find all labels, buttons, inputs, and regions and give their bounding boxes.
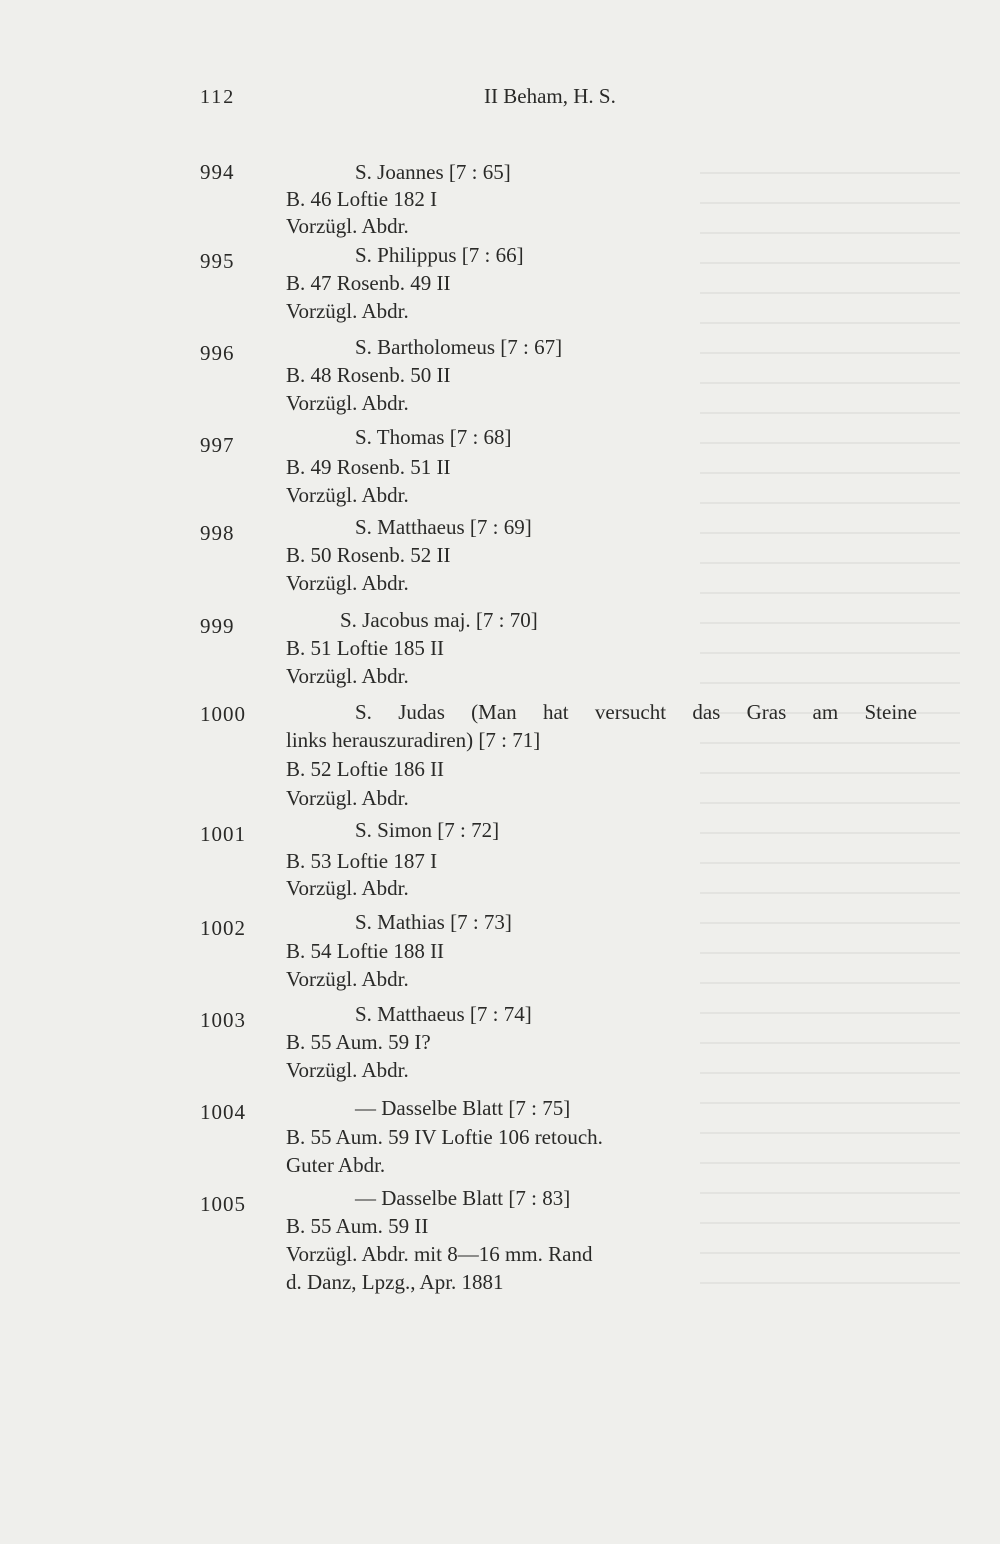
entry-number: 996 <box>200 341 235 365</box>
entry-number: 1000 <box>200 702 246 726</box>
entry-reference: B. 47 Rosenb. 49 II <box>286 271 451 295</box>
entry-reference: B. 48 Rosenb. 50 II <box>286 363 451 387</box>
entry-number: 1005 <box>200 1192 246 1216</box>
entry-reference: B. 53 Loftie 187 I <box>286 849 438 873</box>
entry-condition: Guter Abdr. <box>286 1153 386 1177</box>
entry-number: 1004 <box>200 1100 246 1124</box>
entry-title: S. Joannes [7 : 65] <box>355 160 511 184</box>
entry-reference: B. 50 Rosenb. 52 II <box>286 543 451 567</box>
entry-title: S. Judas (Man hat versucht das Gras am Steine <box>355 700 917 724</box>
entry-condition: Vorzügl. Abdr. <box>286 664 409 688</box>
entry-reference: B. 52 Loftie 186 II <box>286 757 445 781</box>
entry-title: S. Bartholomeus [7 : 67] <box>355 335 563 359</box>
entry-title: S. Philippus [7 : 66] <box>355 243 524 267</box>
entry-condition: Vorzügl. Abdr. <box>286 214 409 238</box>
entry-title: S. Simon [7 : 72] <box>355 818 500 842</box>
entry-provenance: d. Danz, Lpzg., Apr. 1881 <box>286 1270 504 1294</box>
entry-condition: Vorzügl. Abdr. <box>286 967 409 991</box>
entry-reference: B. 55 Aum. 59 II <box>286 1214 429 1238</box>
entry-number: 997 <box>200 433 235 457</box>
entry-number: 995 <box>200 249 235 273</box>
entry-condition: Vorzügl. Abdr. <box>286 1058 409 1082</box>
entry-title-continued: links herauszuradiren) [7 : 71] <box>286 728 541 752</box>
entry-title: S. Matthaeus [7 : 69] <box>355 515 532 539</box>
entry-title: S. Jacobus maj. [7 : 70] <box>340 608 538 632</box>
page-number: 112 <box>200 86 236 108</box>
entry-condition: Vorzügl. Abdr. <box>286 391 409 415</box>
entry-condition: Vorzügl. Abdr. mit 8—16 mm. Rand <box>286 1242 593 1266</box>
entry-title: — Dasselbe Blatt [7 : 75] <box>355 1096 571 1120</box>
entry-reference: B. 55 Aum. 59 IV Loftie 106 retouch. <box>286 1125 603 1149</box>
entry-number: 1001 <box>200 822 246 846</box>
entry-number: 999 <box>200 614 235 638</box>
entry-number: 994 <box>200 160 235 184</box>
entry-number: 1003 <box>200 1008 246 1032</box>
entry-number: 1002 <box>200 916 246 940</box>
entry-reference: B. 54 Loftie 188 II <box>286 939 445 963</box>
entry-title: S. Thomas [7 : 68] <box>355 425 512 449</box>
entry-reference: B. 49 Rosenb. 51 II <box>286 455 451 479</box>
entry-title: S. Matthaeus [7 : 74] <box>355 1002 532 1026</box>
entry-condition: Vorzügl. Abdr. <box>286 786 409 810</box>
entry-reference: B. 51 Loftie 185 II <box>286 636 445 660</box>
entry-reference: B. 46 Loftie 182 I <box>286 187 438 211</box>
entry-condition: Vorzügl. Abdr. <box>286 483 409 507</box>
entry-condition: Vorzügl. Abdr. <box>286 876 409 900</box>
entry-condition: Vorzügl. Abdr. <box>286 571 409 595</box>
running-header: II Beham, H. S. <box>484 84 616 108</box>
entry-title: S. Mathias [7 : 73] <box>355 910 512 934</box>
entry-condition: Vorzügl. Abdr. <box>286 299 409 323</box>
entry-reference: B. 55 Aum. 59 I? <box>286 1030 431 1054</box>
show-through-text <box>700 150 960 1300</box>
entry-number: 998 <box>200 521 235 545</box>
entry-title: — Dasselbe Blatt [7 : 83] <box>355 1186 571 1210</box>
